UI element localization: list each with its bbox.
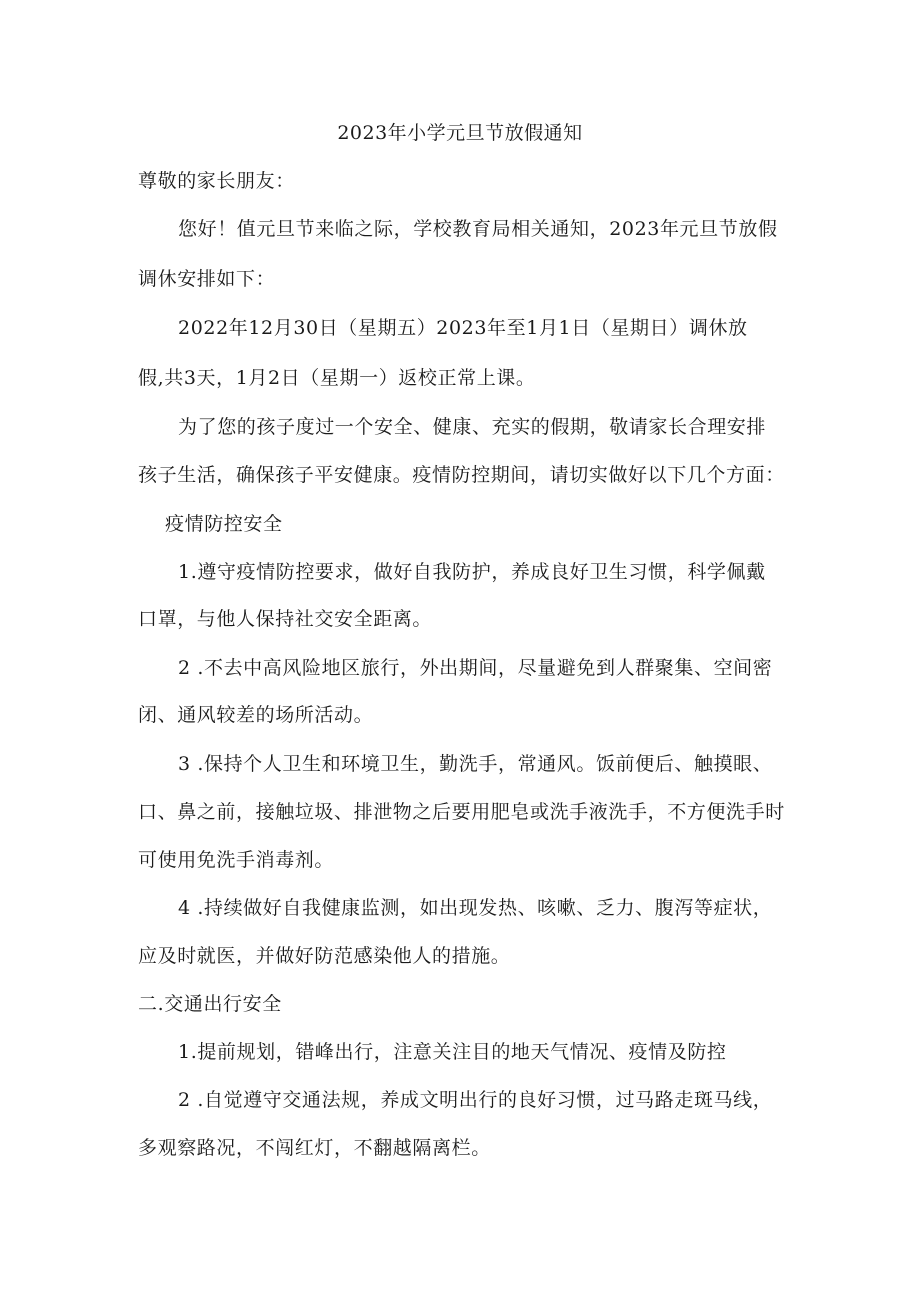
- epidemic-item-1-line-2: 口罩，与他人保持社交安全距离。: [138, 608, 433, 630]
- epidemic-item-3-line-1: 3 .保持个人卫生和环境卫生，勤洗手，常通风。饭前便后、触摸眼、: [178, 753, 773, 775]
- reminder-line-1: 为了您的孩子度过一个安全、健康、充实的假期，敬请家长合理安排: [178, 416, 767, 438]
- epidemic-item-4-line-1: 4 .持续做好自我健康监测，如出现发热、咳嗽、乏力、腹泻等症状，: [178, 897, 773, 919]
- epidemic-item-3-line-3: 可使用免洗手消毒剂。: [138, 849, 335, 871]
- section-heading-traffic: 二.交通出行安全: [138, 993, 282, 1015]
- traffic-item-2-line-1: 2 .自觉遵守交通法规，养成文明出行的良好习惯，过马路走斑马线，: [178, 1089, 773, 1111]
- intro-line-2: 调休安排如下：: [138, 268, 276, 290]
- document-title: 2023年小学元旦节放假通知: [337, 122, 583, 144]
- epidemic-item-1-line-1: 1.遵守疫情防控要求，做好自我防护，养成良好卫生习惯，科学佩戴: [178, 561, 766, 583]
- schedule-line-2: 假,共3天，1月2日（星期一）返校正常上课。: [138, 367, 536, 389]
- traffic-item-2-line-2: 多观察路况，不闯红灯，不翻越隔离栏。: [138, 1137, 491, 1159]
- salutation: 尊敬的家长朋友：: [138, 170, 295, 192]
- reminder-line-2: 孩子生活，确保孩子平安健康。疫情防控期间，请切实做好以下几个方面：: [138, 464, 785, 486]
- epidemic-item-3-line-2: 口、鼻之前，接触垃圾、排泄物之后要用肥皂或洗手液洗手，不方便洗手时: [138, 801, 785, 823]
- schedule-line-1: 2022年12月30日（星期五）2023年至1月1日（星期日）调休放: [178, 317, 748, 339]
- epidemic-item-4-line-2: 应及时就医，并做好防范感染他人的措施。: [138, 945, 511, 967]
- traffic-item-1-line-1: 1.提前规划，错峰出行，注意关注目的地天气情况、疫情及防控: [178, 1041, 727, 1063]
- intro-line-1: 您好！值元旦节来临之际，学校教育局相关通知，2023年元旦节放假: [178, 218, 778, 240]
- epidemic-item-2-line-2: 闭、通风较差的场所活动。: [138, 704, 374, 726]
- section-heading-epidemic: 疫情防控安全: [165, 513, 283, 535]
- epidemic-item-2-line-1: 2 .不去中高风险地区旅行，外出期间，尽量避免到人群聚集、空间密: [178, 657, 773, 679]
